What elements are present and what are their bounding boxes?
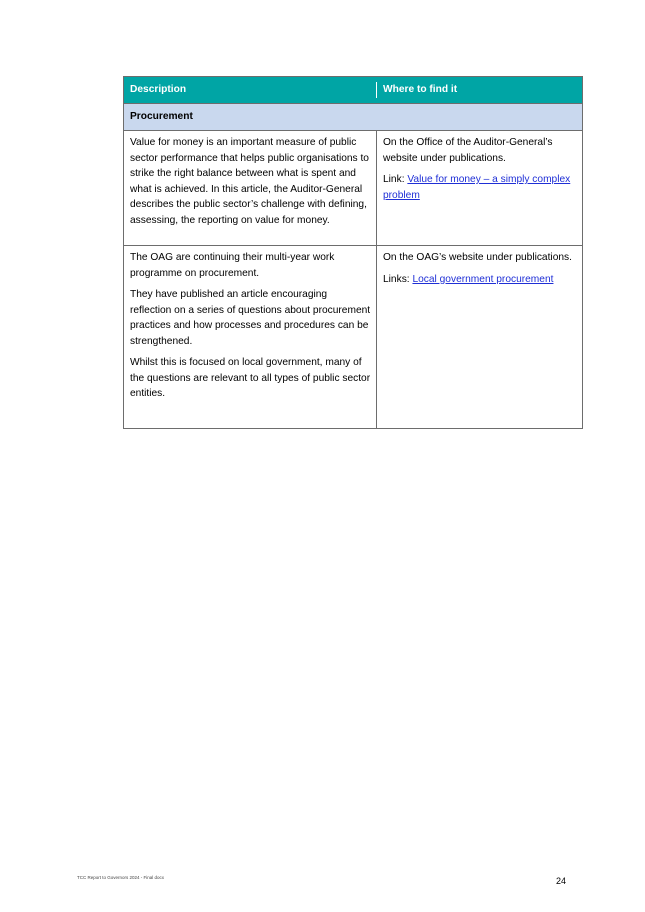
description-paragraph: Value for money is an important measure of public sector performance that helps public organisations to strike the right balance between what is spent and what is achieved. In this article, the Auditor-General describes the public sector’s challenge with defining, assessing, the reporting on value for money. [130,137,369,226]
where-text: On the OAG’s website under publications. [383,252,572,263]
resources-table [123,76,583,429]
header-where-to-find: Where to find it [383,84,458,96]
table-row [124,245,582,428]
description-cell [124,131,377,245]
table-row [124,130,582,245]
section-title: Procurement [130,111,193,123]
description-paragraph: They have published an article encouraging reflection on a series of questions about procurement practices and how processes and procedures can be strengthened. [130,289,371,347]
table-header [124,77,582,103]
link-prefix: Links: [383,273,413,285]
link-line [383,272,577,288]
value-for-money-link[interactable]: Value for money – a simply complex problem [383,174,571,201]
local-government-procurement-link[interactable]: Local government procurement [412,273,554,285]
where-cell [377,131,582,245]
section-row [124,103,582,130]
header-description: Description [124,82,377,98]
description-paragraph: Whilst this is focused on local government, many of the questions are relevant to all types of public sector entities. [130,357,371,399]
description-paragraph: The OAG are continuing their multi-year work programme on procurement. [130,252,335,279]
where-cell [377,246,582,428]
link-prefix: Link: [383,174,408,185]
link-line [383,172,577,203]
where-text: On the Office of the Auditor-General’s website under publications. [383,137,553,164]
description-cell [124,246,377,428]
page-number: 24 [556,876,567,886]
footer-doc-title: TCC Report to Governors 2024 - Final docx [77,875,165,880]
